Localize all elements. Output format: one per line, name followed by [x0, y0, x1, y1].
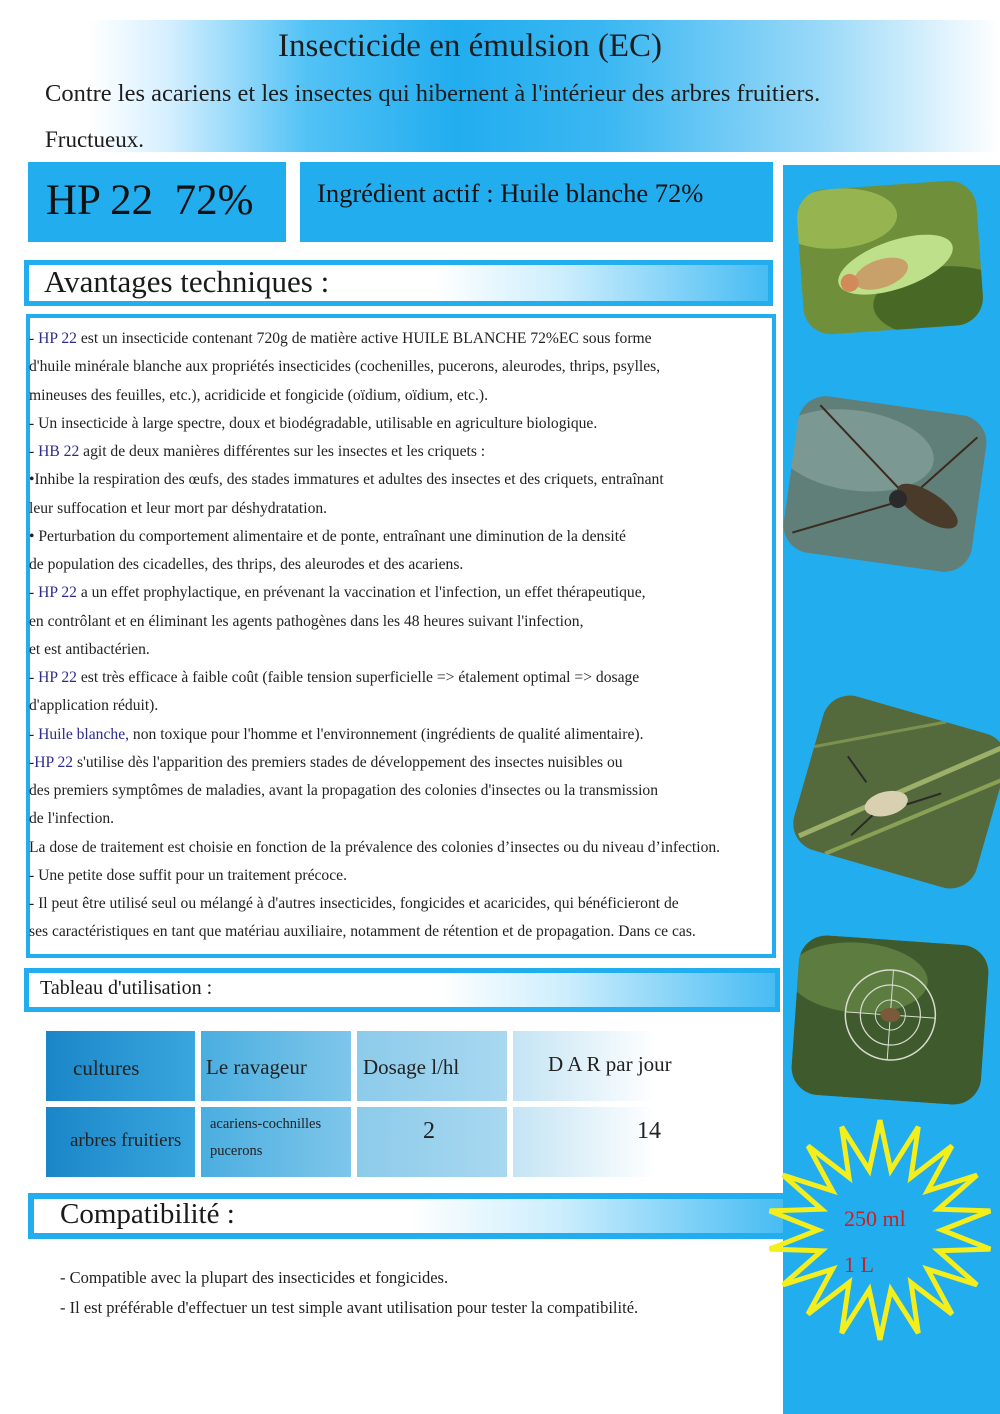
volume-option-2: 1 L	[844, 1252, 874, 1277]
product-highlight: HP 22	[38, 669, 77, 686]
product-highlight: HP 22	[38, 330, 77, 347]
advantages-text-segment: -	[29, 584, 39, 602]
advantages-text-segment: - Il peut être utilisé seul ou mélangé à d'autres insecticides, fongicides et acaricides, qui bénéficieront de	[29, 895, 679, 912]
row-cell-dar	[513, 1107, 656, 1177]
compatibility-title: Compatibilité :	[60, 1198, 235, 1230]
header-dar: D A R par jour	[548, 1052, 672, 1076]
advantages-text-segment: •Inhibe la respiration des œufs, des stades immatures et adultes des insectes et des criquets, entraînant	[29, 471, 664, 489]
advantages-line	[29, 777, 819, 805]
advantages-text-segment: ses caractéristiques en tant que matériau auxiliaire, notamment de rétention et de propagation. Dans ce cas.	[29, 923, 696, 941]
advantages-text-segment: d'application réduit).	[29, 697, 159, 715]
volume-option-1: 250 ml	[844, 1206, 906, 1231]
cicada-photo	[795, 179, 985, 336]
advantages-line	[29, 382, 819, 410]
advantages-text-segment: est très efficace à faible coût (faible tension superficielle => étalement optimal => dosage	[76, 669, 640, 686]
advantages-line	[29, 862, 819, 890]
product-highlight: Huile blanche,	[38, 725, 130, 743]
advantages-text-segment: est un insecticide contenant 720g de matière active HUILE BLANCHE 72%EC sous forme	[76, 330, 652, 347]
advantages-text-segment: -	[29, 443, 39, 460]
advantages-text-segment: d'huile minérale blanche aux propriétés insecticides (cochenilles, pucerons, aleurodes, thrips, psylles,	[29, 358, 661, 376]
header-cultures: cultures	[73, 1056, 140, 1080]
page-title: Insecticide en émulsion (EC)	[278, 28, 662, 64]
advantages-text-segment: - Un insecticide à large spectre, doux et biodégradable, utilisable en agriculture biologique.	[29, 414, 598, 432]
advantages-text-segment: non toxique pour l'homme et l'environnement (ingrédients de qualité alimentaire).	[129, 725, 644, 743]
header-dosage: Dosage l/hl	[363, 1055, 460, 1079]
advantages-line	[29, 890, 819, 918]
advantages-text-segment: -	[29, 753, 35, 771]
advantages-text-segment: La dose de traitement est choisie en fonction de la prévalence des colonies d’insectes ou du niveau d’infection.	[29, 838, 721, 856]
header-pest: Le ravageur	[206, 1055, 307, 1079]
page-subtitle-continued: Fructueux.	[45, 127, 145, 152]
product-highlight: HB 22	[38, 443, 80, 460]
advantages-line	[29, 353, 819, 381]
active-ingredient: Ingrédient actif : Huile blanche 72%	[317, 178, 704, 208]
dar-value: 14	[637, 1118, 661, 1144]
advantages-line	[29, 551, 819, 579]
advantages-line	[29, 579, 819, 607]
advantages-line	[29, 834, 819, 862]
dosage-value: 2	[423, 1118, 435, 1144]
advantages-text-segment: -	[29, 669, 39, 686]
advantages-text-segment: leur suffocation et leur mort par déshydratation.	[29, 499, 328, 517]
pest-value-line2: pucerons	[210, 1143, 263, 1159]
advantages-text-segment: de population des cicadelles, des thrips, des aleurodes et des acariens.	[29, 556, 464, 573]
usage-table-title: Tableau d'utilisation :	[40, 977, 213, 999]
advantages-line	[29, 410, 819, 438]
advantages-text-segment: agit de deux manières différentes sur les insectes et les criquets :	[79, 443, 486, 460]
advantages-line	[29, 692, 819, 720]
advantages-line	[29, 721, 819, 749]
advantages-line	[29, 636, 819, 664]
advantages-title: Avantages techniques :	[44, 264, 330, 299]
advantages-text-segment: - Une petite dose suffit pour un traitement précoce.	[29, 866, 347, 884]
advantages-line	[29, 438, 819, 466]
advantages-text-segment: s'utilise dès l'apparition des premiers stades de développement des insectes nuisibles ou	[73, 753, 623, 771]
advantages-line	[29, 495, 819, 523]
advantages-text-segment: de l'infection.	[29, 810, 115, 828]
web-spider-photo	[790, 934, 991, 1107]
advantages-text-segment: des premiers symptômes de maladies, avant la propagation des colonies d'insectes ou la transmission	[29, 782, 659, 799]
advantages-text-segment: -	[29, 330, 39, 347]
advantages-line	[29, 805, 819, 833]
pest-value-line1: acariens-cochnilles	[210, 1116, 322, 1132]
product-highlight: HP 22	[34, 753, 74, 771]
advantages-text-segment: -	[29, 725, 39, 743]
advantages-line	[29, 523, 819, 551]
advantages-text-segment: en contrôlant et en éliminant les agents pathogènes dans les 48 heures suivant l'infection,	[29, 612, 584, 630]
advantages-line	[29, 664, 819, 692]
advantages-text-segment: a un effet prophylactique, en prévenant la vaccination et l'infection, un effet thérapeutique,	[76, 584, 646, 602]
compatibility-line-1: - Compatible avec la plupart des insecticides et fongicides.	[60, 1268, 449, 1287]
product-name: HP 22 72%	[46, 177, 254, 224]
advantages-line	[29, 466, 819, 494]
compatibility-line-2: - Il est préférable d'effectuer un test simple avant utilisation pour tester la compatibilité.	[60, 1298, 639, 1317]
product-highlight: HP 22	[38, 584, 77, 602]
culture-value: arbres fruitiers	[70, 1130, 182, 1151]
page-subtitle: Contre les acariens et les insectes qui hibernent à l'intérieur des arbres fruitiers.	[45, 80, 821, 107]
advantages-line	[29, 608, 819, 636]
advantages-line	[29, 918, 819, 946]
advantages-text-segment: et est antibactérien.	[29, 640, 150, 658]
advantages-text-segment: • Perturbation du comportement alimentaire et de ponte, entraînant une diminution de la densité	[29, 527, 626, 545]
advantages-text	[29, 325, 819, 947]
advantages-text-segment: mineuses des feuilles, etc.), acridicide et fongicide (oïdium, oïdium, etc.).	[29, 386, 489, 404]
advantages-line	[29, 749, 819, 777]
advantages-line	[29, 325, 819, 353]
